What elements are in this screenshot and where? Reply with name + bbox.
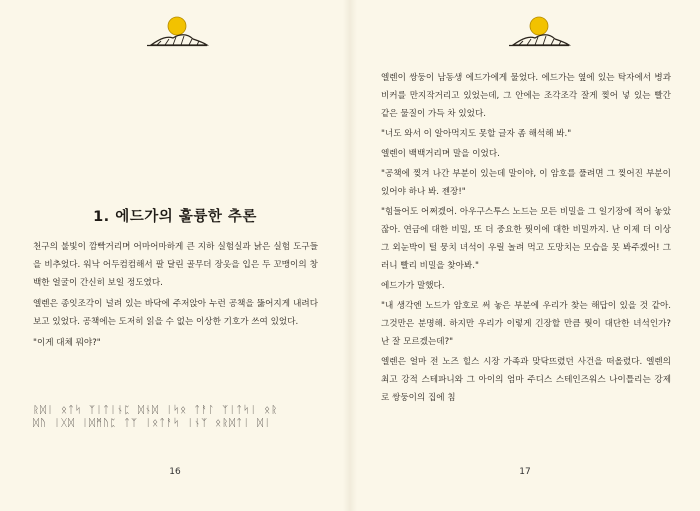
paragraph: "힘들어도 어쩌겠어. 아우구스투스 노드는 모든 비밀을 그 일기장에 적어 놓았잖아. 연금에 대한 비밀, 또 더 중요한 뭣이에 대한 비밀까지. 난 이제 더 이상 그 외눈박이 털 뭉치 녀석이 우릴 놀려 먹고 도망치는 모습을 못 봐주겠어! 그러니 빨리 비밀을 찾아봐." xyxy=(381,207,671,271)
right-body-text xyxy=(381,69,671,407)
paragraph: "공책에 찢겨 나간 부분이 있는데 말이야, 이 암호를 풀려면 그 찢어진 부분이 있어야 하나 봐. 젠장!" xyxy=(381,169,671,197)
left-body-text xyxy=(33,238,318,352)
chapter-title: 1. 에드가의 훌륭한 추론 xyxy=(93,209,257,225)
page-number: 16 xyxy=(169,467,181,477)
paragraph: 엘렌이 백백거리며 말을 이었다. xyxy=(381,149,500,159)
paragraph: 에드가가 말했다. xyxy=(381,281,445,291)
paragraph: 엘렌은 종잇조각이 널려 있는 바닥에 주저앉아 누런 공책을 뚫어지게 내려다보고 있었다. 공책에는 도저히 읽을 수 없는 이상한 기호가 쓰여 있었다. xyxy=(33,299,318,327)
paragraph: "내 생각엔 노드가 암호로 써 놓은 부분에 우리가 찾는 해답이 있을 것 같아. 그것만은 분명해. 하지만 우리가 이렇게 긴장할 만큼 뭣이 대단한 녀석인가? 난 잘 모르겠는데?" xyxy=(381,301,671,347)
paragraph: 엘렌은 얼마 전 노즈 힐스 시장 가족과 맞닥뜨렸던 사건을 떠올렸다. 엘렌의 최고 강적 스테파니와 그 아이의 엄마 주디스 스테인즈워스 나이틀리는 강제로 쌍둥이의 집에 침 xyxy=(381,357,671,403)
sunrise-ornament-icon xyxy=(505,14,573,50)
cipher-line: ᚱᛞᛁ ᛟᛏᛋ ᛉᛁᛏᛁᚾᛈ ᛞᚾᛞ ᛁᛋᛟ ᛏᚨᛚ ᛉᛁᛏᛋᛁ ᛟᚱ xyxy=(33,405,279,416)
right-page xyxy=(350,0,700,511)
paragraph: 천구의 불빛이 깜빡거리며 어마어마하게 큰 지하 실험실과 낡은 실험 도구들을 비추었다. 워낙 어두컴컴해서 팔 달린 골무더 장옷을 입은 두 꼬맹이의 창백한 얼굴이 간신히 보일 정도였다. xyxy=(33,242,318,288)
cipher-text xyxy=(33,404,283,430)
cipher-line: ᛞᚢ ᛁᚷᛞ ᛁᛞᛗᚢᛈ ᛏᛉ ᛁᛟᛏᚨᛋ ᛁᚾᛉ ᛟᚱᛞᛏᛁ ᛞᛁ xyxy=(33,418,272,429)
paragraph: "이게 대체 뭐야?" xyxy=(33,338,101,348)
paragraph: "너도 와서 이 알아먹지도 못할 글자 좀 해석해 봐." xyxy=(381,129,572,139)
sunrise-ornament-icon xyxy=(143,14,211,50)
page-number: 17 xyxy=(519,467,531,477)
paragraph: 엘렌이 쌍둥이 남동생 에드가에게 물었다. 에드가는 옆에 있는 탁자에서 병과 비커를 만지작거리고 있었는데, 그 안에는 조각조각 잘게 찢어 넣 있는 빨간 같은 물질이 가득 차 있었다. xyxy=(381,73,671,119)
